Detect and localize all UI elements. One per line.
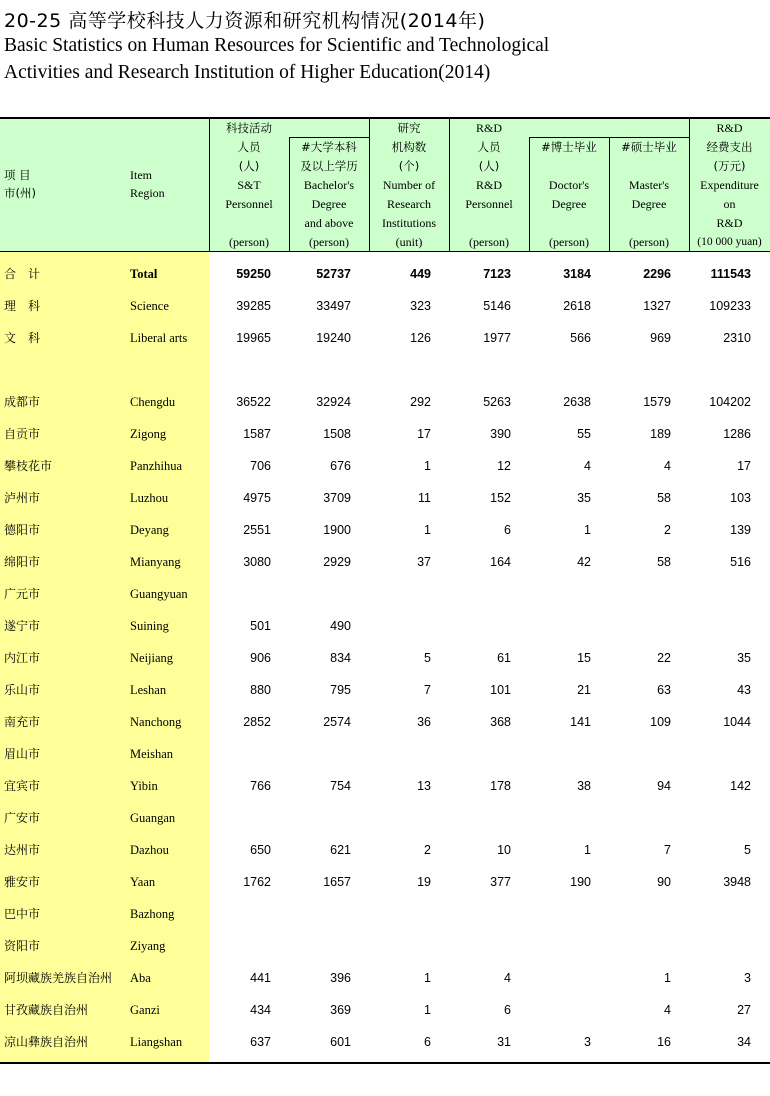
table-cell: 55	[577, 427, 591, 441]
table-cell: 59250	[236, 267, 271, 281]
table-row	[0, 418, 770, 450]
table-cell: 369	[330, 1003, 351, 1017]
table-row	[0, 290, 770, 322]
table-cell: 19240	[316, 331, 351, 345]
table-cell: 516	[730, 555, 751, 569]
table-cell: 834	[330, 651, 351, 665]
table-row	[0, 642, 770, 674]
table-cell: 3080	[243, 555, 271, 569]
table-row	[0, 706, 770, 738]
table-cell: 61	[497, 651, 511, 665]
table-cell: 1977	[483, 331, 511, 345]
table-row	[0, 802, 770, 834]
table-cell: 16	[657, 1035, 671, 1049]
header-bachelor-cn: #大学本科	[301, 140, 357, 154]
table-cell: 566	[570, 331, 591, 345]
table-bottom-rule	[0, 1062, 770, 1064]
table-cell: 164	[490, 555, 511, 569]
table-cell: 390	[490, 427, 511, 441]
table-cell: 3	[584, 1035, 591, 1049]
table-row	[0, 866, 770, 898]
table-cell: 190	[570, 875, 591, 889]
table-cell: 39285	[236, 299, 271, 313]
header-exp-cn: 经费支出	[706, 140, 753, 154]
table-cell: 4	[664, 1003, 671, 1017]
header-inst-cn: 机构数	[391, 140, 427, 154]
table-cell: 32924	[316, 395, 351, 409]
row-label-en: Guangan	[130, 811, 176, 825]
header-item-en: Item	[130, 168, 152, 182]
table-cell: 178	[490, 779, 511, 793]
row-label-cn: 绵阳市	[4, 555, 41, 569]
table-cell: 396	[330, 971, 351, 985]
table-cell: 1579	[643, 395, 671, 409]
table-cell: 441	[250, 971, 271, 985]
header-exp-en: on	[723, 197, 736, 211]
table-cell: 141	[570, 715, 591, 729]
row-label-en: Ganzi	[130, 1003, 160, 1017]
table-cell: 766	[250, 779, 271, 793]
row-label-en: Liberal arts	[130, 331, 188, 345]
table-cell: 109	[650, 715, 671, 729]
table-cell: 2551	[243, 523, 271, 537]
header-doctor-cn: #博士毕业	[541, 140, 597, 154]
table-cell: 2310	[723, 331, 751, 345]
table-row	[0, 1026, 770, 1058]
table-cell: 6	[504, 1003, 511, 1017]
table-cell: 109233	[709, 299, 751, 313]
table-cell: 7	[664, 843, 671, 857]
table-cell: 63	[657, 683, 671, 697]
table-cell: 377	[490, 875, 511, 889]
table-cell: 34	[737, 1035, 751, 1049]
table-cell: 5	[744, 843, 751, 857]
page-title-en-line1: Basic Statistics on Human Resources for Scientific and Technological	[4, 35, 550, 56]
header-bachelor-unit: (person)	[309, 235, 349, 249]
header-master-cn: #硕士毕业	[621, 140, 677, 154]
table-row	[0, 962, 770, 994]
table-row	[0, 258, 770, 290]
header-st-cn: 人员	[237, 140, 261, 154]
table-cell: 19	[417, 875, 431, 889]
row-label-en: Aba	[130, 971, 151, 985]
table-cell: 1	[584, 843, 591, 857]
page-title-en-line2: Activities and Research Institution of Higher Education(2014)	[4, 62, 491, 83]
row-label-en: Ziyang	[130, 939, 166, 953]
table-row	[0, 738, 770, 770]
table-cell: 6	[504, 523, 511, 537]
table-cell: 754	[330, 779, 351, 793]
table-cell: 5	[424, 651, 431, 665]
header-exp-en: Expenditure	[700, 178, 759, 192]
table-cell: 4975	[243, 491, 271, 505]
row-label-cn: 凉山彝族自治州	[4, 1035, 89, 1049]
header-inst-en: Institutions	[381, 216, 436, 230]
row-label-cn: 广安市	[4, 811, 41, 825]
header-inst-en: Number of	[382, 178, 436, 192]
table-row	[0, 674, 770, 706]
table-cell: 12	[497, 459, 511, 473]
table-cell: 90	[657, 875, 671, 889]
table-cell: 152	[490, 491, 511, 505]
header-master-en: Degree	[631, 197, 667, 211]
table-cell: 22	[657, 651, 671, 665]
table-cell: 5146	[483, 299, 511, 313]
table-row	[0, 994, 770, 1026]
table-cell: 36522	[236, 395, 271, 409]
table-cell: 449	[410, 267, 431, 281]
table-cell: 43	[737, 683, 751, 697]
row-label-cn: 自贡市	[4, 427, 41, 441]
table-cell: 906	[250, 651, 271, 665]
table-cell: 3948	[723, 875, 751, 889]
table-cell: 17	[417, 427, 431, 441]
table-cell: 1044	[723, 715, 751, 729]
table-row	[0, 770, 770, 802]
header-bachelor-en: Bachelor's	[303, 178, 355, 192]
table-cell: 58	[657, 491, 671, 505]
row-label-cn: 甘孜藏族自治州	[4, 1003, 89, 1017]
row-label-cn: 达州市	[4, 843, 41, 857]
table-cell: 19965	[236, 331, 271, 345]
table-cell: 1	[424, 1003, 431, 1017]
table-row	[0, 386, 770, 418]
table-row	[0, 578, 770, 610]
table-cell: 4	[664, 459, 671, 473]
header-rd-en: R&D	[475, 121, 502, 135]
header-rd-cn: 人员	[477, 140, 501, 154]
table-cell: 676	[330, 459, 351, 473]
table-cell: 2638	[563, 395, 591, 409]
row-label-en: Yibin	[130, 779, 158, 793]
table-row	[0, 322, 770, 354]
row-label-cn: 雅安市	[4, 875, 41, 889]
table-cell: 706	[250, 459, 271, 473]
table-cell: 1	[424, 523, 431, 537]
table-cell: 10	[497, 843, 511, 857]
row-label-en: Luzhou	[130, 491, 169, 505]
table-row	[0, 450, 770, 482]
header-exp-cn: (万元)	[713, 159, 746, 173]
table-cell: 795	[330, 683, 351, 697]
header-inst-cn: (个)	[398, 159, 420, 173]
header-exp-unit: (10 000 yuan)	[697, 236, 762, 248]
header-master-unit: (person)	[629, 235, 669, 249]
table-cell: 7	[424, 683, 431, 697]
table-cell: 17	[737, 459, 751, 473]
row-label-en: Mianyang	[130, 555, 181, 569]
table-cell: 292	[410, 395, 431, 409]
header-rd-en: R&D	[475, 178, 502, 192]
table-cell: 13	[417, 779, 431, 793]
row-label-cn: 攀枝花市	[4, 459, 53, 473]
row-label-cn: 内江市	[4, 651, 41, 665]
table-cell: 2296	[643, 267, 671, 281]
table-cell: 33497	[316, 299, 351, 313]
header-doctor-unit: (person)	[549, 235, 589, 249]
row-label-en: Neijiang	[130, 651, 174, 665]
header-st-en: Personnel	[225, 197, 273, 211]
table-cell: 2618	[563, 299, 591, 313]
table-cell: 501	[250, 619, 271, 633]
table-cell: 37	[417, 555, 431, 569]
row-label-cn: 乐山市	[4, 683, 41, 697]
table-cell: 880	[250, 683, 271, 697]
table-row	[0, 482, 770, 514]
table-cell: 2852	[243, 715, 271, 729]
table-cell: 621	[330, 843, 351, 857]
row-label-cn: 文 科	[4, 331, 41, 345]
table-cell: 101	[490, 683, 511, 697]
header-bachelor-cn: 及以上学历	[300, 159, 358, 173]
table-row	[0, 546, 770, 578]
table-cell: 7123	[483, 267, 511, 281]
row-label-cn: 眉山市	[4, 747, 41, 761]
table-cell: 52737	[316, 267, 351, 281]
table-cell: 6	[424, 1035, 431, 1049]
table-cell: 490	[330, 619, 351, 633]
table-cell: 1508	[323, 427, 351, 441]
table-cell: 2	[424, 843, 431, 857]
row-label-en: Yaan	[130, 875, 156, 889]
row-label-cn: 合 计	[4, 267, 41, 281]
table-cell: 1762	[243, 875, 271, 889]
table-cell: 1	[424, 971, 431, 985]
row-label-cn: 泸州市	[4, 491, 41, 505]
row-label-en: Suining	[130, 619, 169, 633]
table-cell: 126	[410, 331, 431, 345]
header-exp-en: R&D	[716, 121, 743, 135]
table-cell: 142	[730, 779, 751, 793]
table-cell: 3	[744, 971, 751, 985]
row-label-cn: 广元市	[4, 587, 41, 601]
row-label-en: Chengdu	[130, 395, 176, 409]
page-title-cn: 20-25 高等学校科技人力资源和研究机构情况(2014年)	[4, 10, 486, 32]
table-cell: 368	[490, 715, 511, 729]
table-cell: 3184	[563, 267, 591, 281]
table-cell: 2	[664, 523, 671, 537]
header-doctor-en: Doctor's	[548, 178, 590, 192]
table-row	[0, 898, 770, 930]
table-cell: 104202	[709, 395, 751, 409]
row-label-en: Meishan	[130, 747, 174, 761]
header-rd-en: Personnel	[465, 197, 513, 211]
table-cell: 1657	[323, 875, 351, 889]
table-row	[0, 610, 770, 642]
table-cell: 27	[737, 1003, 751, 1017]
table-cell: 434	[250, 1003, 271, 1017]
table-cell: 2574	[323, 715, 351, 729]
table-cell: 1327	[643, 299, 671, 313]
table-cell: 36	[417, 715, 431, 729]
table-cell: 31	[497, 1035, 511, 1049]
table-cell: 4	[584, 459, 591, 473]
row-label-en: Liangshan	[130, 1035, 183, 1049]
table-cell: 103	[730, 491, 751, 505]
row-label-en: Total	[130, 267, 158, 281]
table-cell: 1	[424, 459, 431, 473]
header-bachelor-en: Degree	[311, 197, 347, 211]
table-cell: 1	[664, 971, 671, 985]
table-cell: 35	[737, 651, 751, 665]
row-label-cn: 南充市	[4, 715, 41, 729]
header-st-unit: (person)	[229, 235, 269, 249]
table-cell: 11	[418, 491, 431, 505]
row-label-cn: 资阳市	[4, 939, 41, 953]
header-region-cn: 市(州)	[4, 186, 36, 200]
row-label-cn: 成都市	[4, 395, 41, 409]
table-cell: 15	[577, 651, 591, 665]
row-label-en: Zigong	[130, 427, 167, 441]
header-inst-cn: 研究	[397, 121, 421, 135]
header-st-cn: 科技活动	[226, 121, 272, 135]
header-rd-cn: (人)	[478, 159, 500, 173]
row-label-cn: 宜宾市	[4, 779, 41, 793]
header-inst-en: Research	[387, 197, 431, 211]
row-label-en: Guangyuan	[130, 587, 188, 601]
header-st-cn: (人)	[238, 159, 260, 173]
table-cell: 139	[730, 523, 751, 537]
header-doctor-en: Degree	[551, 197, 587, 211]
table-cell: 3709	[323, 491, 351, 505]
table-cell: 1	[584, 523, 591, 537]
row-label-cn: 理 科	[4, 299, 41, 313]
table-cell: 601	[330, 1035, 351, 1049]
header-master-en: Master's	[628, 178, 670, 192]
row-label-en: Dazhou	[130, 843, 169, 857]
table-cell: 4	[504, 971, 511, 985]
row-label-en: Panzhihua	[130, 459, 183, 473]
table-cell: 35	[577, 491, 591, 505]
table-cell: 38	[577, 779, 591, 793]
row-label-en: Science	[130, 299, 169, 313]
row-label-en: Leshan	[130, 683, 167, 697]
table-cell: 189	[650, 427, 671, 441]
row-label-cn: 阿坝藏族羌族自治州	[4, 971, 113, 985]
table-cell: 969	[650, 331, 671, 345]
row-label-en: Deyang	[130, 523, 169, 537]
table-cell: 94	[657, 779, 671, 793]
header-exp-en: R&D	[716, 216, 743, 230]
header-st-en: S&T	[237, 178, 261, 192]
table-cell: 111543	[710, 267, 751, 281]
table-cell: 2929	[323, 555, 351, 569]
row-label-cn: 遂宁市	[4, 619, 41, 633]
header-item-cn: 项 目	[4, 168, 31, 182]
table-cell: 1587	[243, 427, 271, 441]
table-cell: 58	[657, 555, 671, 569]
table-cell: 5263	[483, 395, 511, 409]
row-label-cn: 德阳市	[4, 523, 41, 537]
header-region-en: Region	[130, 186, 165, 200]
table-row	[0, 514, 770, 546]
table-row	[0, 930, 770, 962]
header-rd-unit: (person)	[469, 235, 509, 249]
row-label-cn: 巴中市	[4, 907, 41, 921]
table-row	[0, 354, 770, 386]
header-bachelor-en: and above	[304, 216, 354, 230]
table-cell: 42	[577, 555, 591, 569]
table-cell: 323	[410, 299, 431, 313]
table-row	[0, 834, 770, 866]
row-label-en: Bazhong	[130, 907, 175, 921]
table-cell: 650	[250, 843, 271, 857]
table-cell: 1900	[323, 523, 351, 537]
table-cell: 637	[250, 1035, 271, 1049]
row-label-en: Nanchong	[130, 715, 182, 729]
table-cell: 1286	[723, 427, 751, 441]
header-inst-unit: (unit)	[395, 235, 423, 249]
table-cell: 21	[577, 683, 591, 697]
